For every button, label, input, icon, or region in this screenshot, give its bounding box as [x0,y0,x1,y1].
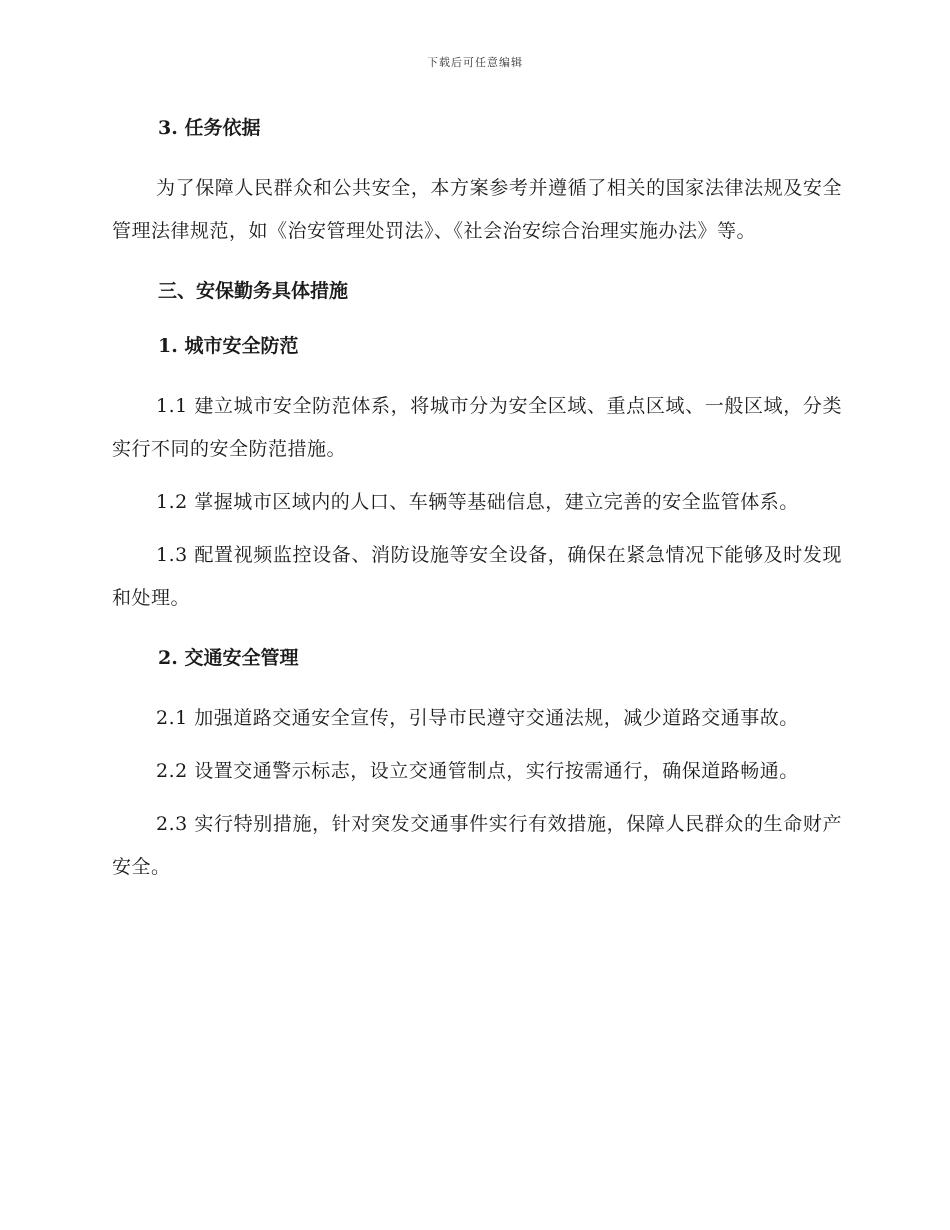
item-1-3-paragraph: 1.3 配置视频监控设备、消防设施等安全设备，确保在紧急情况下能够及时发现和处理。 [112,544,842,609]
part-3-heading: 三、安保勤务具体措施 [158,280,349,302]
page-header-note: 下载后可任意编辑 [427,56,523,69]
document-body [112,112,842,899]
section-1-heading: 1. 城市安全防范 [158,335,299,357]
item-2-2-paragraph: 2.2 设置交通警示标志，设立交通管制点，实行按需通行，确保道路畅通。 [156,760,799,782]
item-1-2-paragraph: 1.2 掌握城市区域内的人口、车辆等基础信息，建立完善的安全监管体系。 [156,491,799,513]
section-2-heading: 2. 交通安全管理 [158,647,299,669]
item-1-1-paragraph: 1.1 建立城市安全防范体系，将城市分为安全区域、重点区域、一般区域，分类实行不同的安全防范措施。 [112,395,842,460]
section-3-heading: 3. 任务依据 [158,117,261,139]
item-2-1-paragraph: 2.1 加强道路交通安全宣传，引导市民遵守交通法规，减少道路交通事故。 [156,707,799,729]
section-3-paragraph: 为了保障人民群众和公共安全，本方案参考并遵循了相关的国家法律法规及安全管理法律规范，如《治安管理处罚法》、《社会治安综合治理实施办法》等。 [112,177,842,242]
item-2-3-paragraph: 2.3 实行特别措施，针对突发交通事件实行有效措施，保障人民群众的生命财产安全。 [112,813,842,878]
